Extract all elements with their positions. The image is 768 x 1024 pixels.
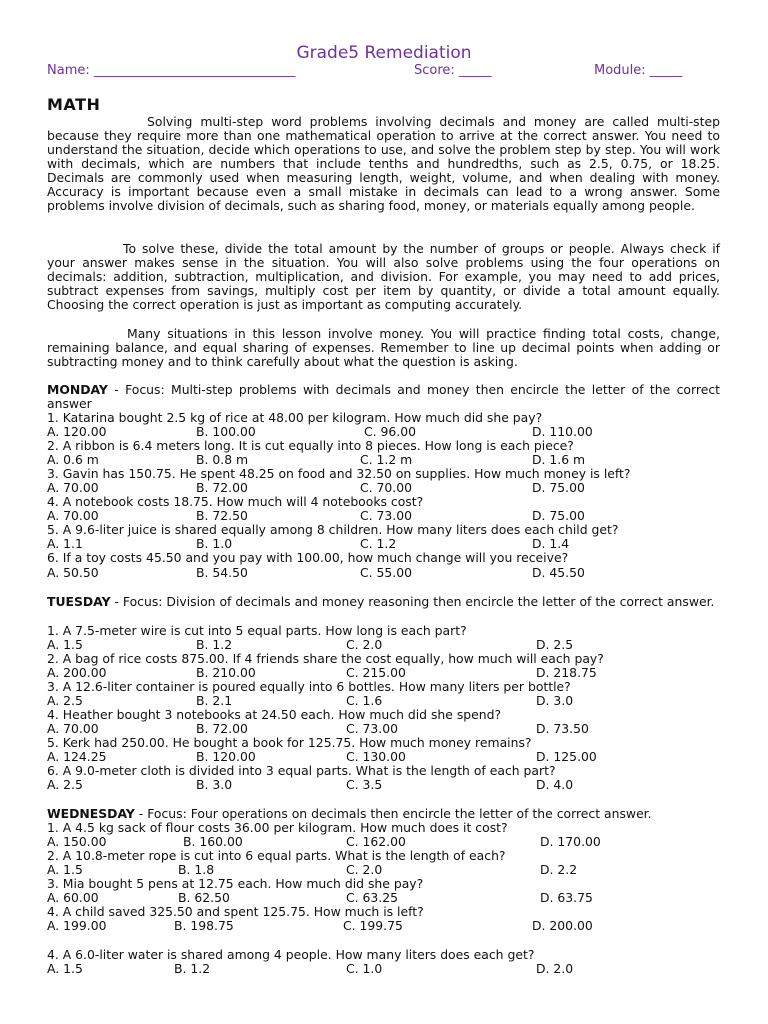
- monday-q5-option-c[interactable]: C. 1.2: [360, 536, 397, 551]
- wednesday-q2-option-d[interactable]: D. 2.2: [540, 862, 578, 877]
- monday-q6-option-a[interactable]: A. 50.50: [47, 565, 99, 580]
- tuesday-q3-option-a[interactable]: A. 2.5: [47, 693, 83, 708]
- monday-question-5: 5. A 9.6-liter juice is shared equally among 8 children. How many liters does each child get?: [47, 522, 619, 537]
- worksheet-title: Grade5 Remediation: [296, 43, 472, 63]
- tuesday-q3-option-c[interactable]: C. 1.6: [346, 693, 383, 708]
- tuesday-day-label: TUESDAY: [47, 594, 111, 609]
- tuesday-focus-text: - Focus: Division of decimals and money reasoning then encircle the letter of the correct answer.: [110, 594, 715, 609]
- tuesday-q5-option-a[interactable]: A. 124.25: [47, 749, 107, 764]
- monday-q5-option-b[interactable]: B. 1.0: [196, 536, 233, 551]
- wednesday-q4-option-b[interactable]: B. 198.75: [174, 918, 234, 933]
- monday-q3-option-b[interactable]: B. 72.00: [196, 480, 248, 495]
- tuesday-q6-option-a[interactable]: A. 2.5: [47, 777, 83, 792]
- monday-question-2: 2. A ribbon is 6.4 meters long. It is cut equally into 8 pieces. How long is each piece?: [47, 438, 574, 453]
- wednesday-q2-option-c[interactable]: C. 2.0: [346, 862, 383, 877]
- module-field: Module: _____: [594, 63, 683, 78]
- monday-q2-option-a[interactable]: A. 0.6 m: [47, 452, 99, 467]
- monday-q5-option-d[interactable]: D. 1.4: [532, 536, 570, 551]
- wednesday-q1-option-c[interactable]: C. 162.00: [346, 834, 406, 849]
- monday-day-label: MONDAY: [47, 382, 108, 397]
- tuesday-q6-option-c[interactable]: C. 3.5: [346, 777, 383, 792]
- monday-q4-option-c[interactable]: C. 73.00: [360, 508, 413, 523]
- subject-heading: MATH: [47, 95, 101, 114]
- wednesday-q3-option-d[interactable]: D. 63.75: [540, 890, 593, 905]
- tuesday-q6-option-d[interactable]: D. 4.0: [536, 777, 574, 792]
- monday-q1-option-b[interactable]: B. 100.00: [196, 424, 256, 439]
- wednesday-question-2: 2. A 10.8-meter rope is cut into 6 equal parts. What is the length of each?: [47, 848, 506, 863]
- wednesday-q4-option-d[interactable]: D. 200.00: [532, 918, 593, 933]
- tuesday-q4-option-b[interactable]: B. 72.00: [196, 721, 248, 736]
- wednesday-q1-option-b[interactable]: B. 160.00: [183, 834, 243, 849]
- monday-q2-option-c[interactable]: C. 1.2 m: [360, 452, 413, 467]
- tuesday-q1-option-a[interactable]: A. 1.5: [47, 637, 83, 652]
- monday-q1-option-d[interactable]: D. 110.00: [532, 424, 593, 439]
- name-field: Name: _______________________________: [47, 63, 296, 78]
- monday-q6-option-b[interactable]: B. 54.50: [196, 565, 248, 580]
- monday-focus-text: - Focus: Multi-step problems with decimals and money then encircle the letter of the correct answer: [47, 382, 720, 411]
- wednesday-question-1: 1. A 4.5 kg sack of flour costs 36.00 per kilogram. How much does it cost?: [47, 820, 508, 835]
- monday-q3-option-a[interactable]: A. 70.00: [47, 480, 99, 495]
- tuesday-question-6: 6. A 9.0-meter cloth is divided into 3 equal parts. What is the length of each part?: [47, 763, 556, 778]
- tuesday-question-2: 2. A bag of rice costs 875.00. If 4 friends share the cost equally, how much will each pay?: [47, 651, 604, 666]
- monday-question-1: 1. Katarina bought 2.5 kg of rice at 48.00 per kilogram. How much did she pay?: [47, 410, 543, 425]
- wednesday-q4-option-a[interactable]: A. 199.00: [47, 918, 107, 933]
- monday-q6-option-c[interactable]: C. 55.00: [360, 565, 413, 580]
- monday-q4-option-d[interactable]: D. 75.00: [532, 508, 585, 523]
- wednesday-focus-text: - Focus: Four operations on decimals then encircle the letter of the correct answer.: [134, 806, 652, 821]
- monday-question-6: 6. If a toy costs 45.50 and you pay with 100.00, how much change will you receive?: [47, 550, 569, 565]
- tuesday-q5-option-d[interactable]: D. 125.00: [536, 749, 597, 764]
- tuesday-q4-option-a[interactable]: A. 70.00: [47, 721, 99, 736]
- score-field: Score: _____: [414, 63, 492, 78]
- tuesday-q1-option-d[interactable]: D. 2.5: [536, 637, 574, 652]
- monday-q4-option-a[interactable]: A. 70.00: [47, 508, 99, 523]
- wednesday-q3-option-b[interactable]: B. 62.50: [178, 890, 230, 905]
- monday-focus: [47, 383, 720, 411]
- monday-q2-option-d[interactable]: D. 1.6 m: [532, 452, 586, 467]
- monday-question-3: 3. Gavin has 150.75. He spent 48.25 on food and 32.50 on supplies. How much money is left?: [47, 466, 631, 481]
- tuesday-q3-option-d[interactable]: D. 3.0: [536, 693, 574, 708]
- tuesday-q1-option-c[interactable]: C. 2.0: [346, 637, 383, 652]
- wednesday-q3-option-c[interactable]: C. 63.25: [346, 890, 399, 905]
- wednesday-q1-option-d[interactable]: D. 170.00: [540, 834, 601, 849]
- tuesday-q5-option-b[interactable]: B. 120.00: [196, 749, 256, 764]
- monday-q3-option-c[interactable]: C. 70.00: [360, 480, 413, 495]
- wednesday-day-label: WEDNESDAY: [47, 806, 135, 821]
- tuesday-q6-option-b[interactable]: B. 3.0: [196, 777, 233, 792]
- wednesday-question-3: 3. Mia bought 5 pens at 12.75 each. How much did she pay?: [47, 876, 424, 891]
- tuesday-question-3: 3. A 12.6-liter container is poured equally into 6 bottles. How many liters per bottle?: [47, 679, 571, 694]
- intro-paragraph-2: To solve these, divide the total amount by the number of groups or people. Always check if your answer makes sense in the situation. You will also solve problems using the four operations on decimals: addition, subtraction, multiplication, and division. For example, you may need to add prices, subtract expenses from savings, multiply cost per item by quantity, or divide a total amount equally. Choosing the correct operation is just as important as computing accurately.: [47, 241, 720, 312]
- monday-q6-option-d[interactable]: D. 45.50: [532, 565, 585, 580]
- intro-paragraph-1: Solving multi-step word problems involving decimals and money are called multi-step because they require more than one mathematical operation to arrive at the correct answer. You need to understand the situation, decide which operations to use, and solve the problem step by step. You will work with decimals, which are numbers that include tenths and hundredths, such as 2.5, 0.75, or 18.25. Decimals are commonly used when measuring length, weight, volume, and when dealing with money. Accuracy is important because even a small mistake in decimals can lead to a wrong answer. Some problems involve division of decimals, such as sharing food, money, or materials equally among people.: [47, 114, 720, 213]
- monday-q1-option-c[interactable]: C. 96.00: [364, 424, 417, 439]
- intro-paragraph-3: Many situations in this lesson involve money. You will practice finding total costs, change, remaining balance, and equal sharing of expenses. Remember to line up decimal points when adding or subtracting money and to think carefully about what the question is asking.: [47, 326, 720, 369]
- tuesday-q4-option-c[interactable]: C. 73.00: [346, 721, 399, 736]
- tuesday-q3-option-b[interactable]: B. 2.1: [196, 693, 233, 708]
- wednesday-focus: [47, 807, 720, 821]
- tuesday-q2-option-a[interactable]: A. 200.00: [47, 665, 107, 680]
- wednesday-question-5: 4. A 6.0-liter water is shared among 4 people. How many liters does each get?: [47, 947, 535, 962]
- wednesday-q4-option-c[interactable]: C. 199.75: [343, 918, 403, 933]
- tuesday-q4-option-d[interactable]: D. 73.50: [536, 721, 589, 736]
- monday-q1-option-a[interactable]: A. 120.00: [47, 424, 107, 439]
- wednesday-q5-option-a[interactable]: A. 1.5: [47, 961, 83, 976]
- monday-q2-option-b[interactable]: B. 0.8 m: [196, 452, 249, 467]
- monday-q3-option-d[interactable]: D. 75.00: [532, 480, 585, 495]
- tuesday-focus: [47, 595, 720, 609]
- tuesday-q1-option-b[interactable]: B. 1.2: [196, 637, 233, 652]
- monday-q4-option-b[interactable]: B. 72.50: [196, 508, 248, 523]
- tuesday-q2-option-c[interactable]: C. 215.00: [346, 665, 406, 680]
- monday-question-4: 4. A notebook costs 18.75. How much will 4 notebooks cost?: [47, 494, 424, 509]
- monday-q5-option-a[interactable]: A. 1.1: [47, 536, 83, 551]
- tuesday-q5-option-c[interactable]: C. 130.00: [346, 749, 406, 764]
- tuesday-q2-option-b[interactable]: B. 210.00: [196, 665, 256, 680]
- tuesday-question-4: 4. Heather bought 3 notebooks at 24.50 each. How much did she spend?: [47, 707, 502, 722]
- wednesday-q3-option-a[interactable]: A. 60.00: [47, 890, 99, 905]
- tuesday-q2-option-d[interactable]: D. 218.75: [536, 665, 597, 680]
- wednesday-q5-option-b[interactable]: B. 1.2: [174, 961, 211, 976]
- tuesday-question-5: 5. Kerk had 250.00. He bought a book for 125.75. How much money remains?: [47, 735, 532, 750]
- wednesday-question-4: 4. A child saved 325.50 and spent 125.75. How much is left?: [47, 904, 424, 919]
- tuesday-question-1: 1. A 7.5-meter wire is cut into 5 equal parts. How long is each part?: [47, 623, 467, 638]
- wednesday-q2-option-b[interactable]: B. 1.8: [178, 862, 215, 877]
- wednesday-q5-option-d[interactable]: D. 2.0: [536, 961, 574, 976]
- wednesday-q1-option-a[interactable]: A. 150.00: [47, 834, 107, 849]
- wednesday-q5-option-c[interactable]: C. 1.0: [346, 961, 383, 976]
- wednesday-q2-option-a[interactable]: A. 1.5: [47, 862, 83, 877]
